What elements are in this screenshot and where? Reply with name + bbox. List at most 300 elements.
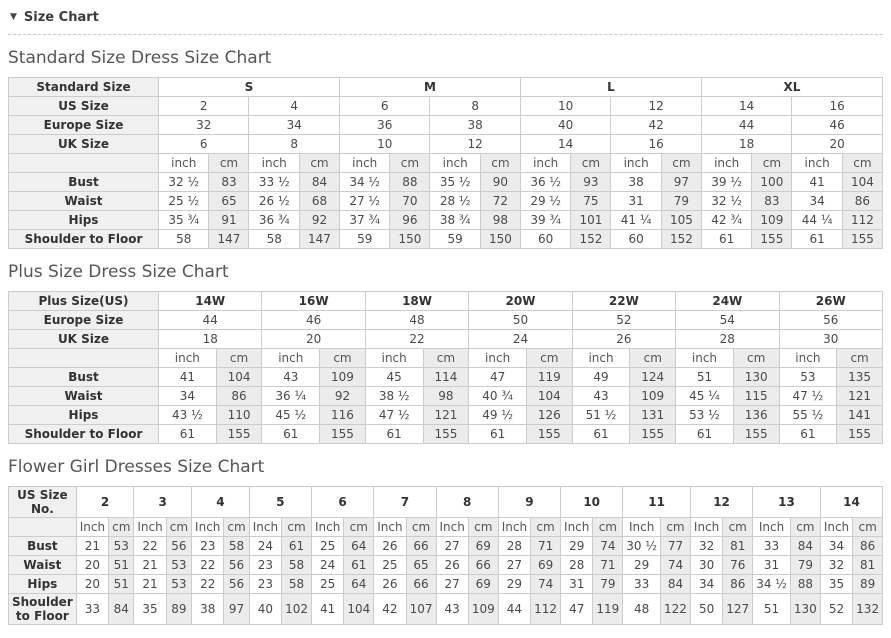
row-label: Hips [9, 406, 159, 425]
measure-inch-cell: 36 ½ [520, 173, 570, 192]
measure-inch-cell: 44 [498, 594, 530, 625]
size-value-cell: 22 [365, 330, 468, 349]
measure-cm-cell: 92 [320, 387, 366, 406]
measure-inch-cell: 24 [249, 537, 281, 556]
measure-inch-cell: 26 ½ [249, 192, 299, 211]
measure-inch-cell: 47 [469, 368, 527, 387]
measure-cm-cell: 53 [166, 575, 191, 594]
measure-inch-cell: 61 [469, 425, 527, 444]
measure-inch-cell: 35 [134, 594, 166, 625]
measure-cm-cell: 155 [837, 425, 883, 444]
size-value-cell: 2 [159, 97, 249, 116]
size-value-cell: 34 [249, 116, 339, 135]
measure-inch-cell: 21 [134, 556, 166, 575]
measure-inch-cell: 61 [676, 425, 734, 444]
size-conversion-row [9, 135, 883, 154]
measure-cm-cell: 83 [209, 173, 249, 192]
measure-cm-cell: 107 [406, 594, 436, 625]
measure-inch-cell: 33 [623, 575, 661, 594]
size-group-header: 13 [753, 487, 821, 518]
measure-inch-cell: 32 [820, 556, 852, 575]
measure-cm-cell: 135 [837, 368, 883, 387]
measure-cm-cell: 141 [837, 406, 883, 425]
measure-cm-cell: 79 [593, 575, 623, 594]
size-value-cell: 12 [611, 97, 701, 116]
measure-cm-cell: 84 [790, 537, 820, 556]
measure-cm-cell: 122 [661, 594, 691, 625]
unit-cm-cell: cm [390, 154, 430, 173]
unit-inch-cell: Inch [753, 518, 791, 537]
measurement-row [9, 556, 883, 575]
measure-inch-cell: 34 [792, 192, 842, 211]
measure-cm-cell: 81 [853, 556, 883, 575]
measure-inch-cell: 35 ¾ [159, 211, 209, 230]
measure-inch-cell: 20 [76, 556, 108, 575]
size-value-cell: 8 [249, 135, 339, 154]
row-label: UK Size [9, 135, 159, 154]
size-value-cell: 10 [520, 97, 610, 116]
measure-cm-cell: 89 [853, 575, 883, 594]
measure-inch-cell: 61 [701, 230, 751, 249]
measure-cm-cell: 53 [109, 537, 134, 556]
measure-cm-cell: 109 [320, 368, 366, 387]
measure-cm-cell: 53 [166, 556, 191, 575]
size-group-header: 6 [311, 487, 373, 518]
unit-cm-cell: cm [733, 349, 779, 368]
measure-cm-cell: 130 [733, 368, 779, 387]
size-conversion-row [9, 116, 883, 135]
plus-size-table [8, 291, 883, 444]
measure-cm-cell: 86 [216, 387, 262, 406]
unit-inch-cell: inch [262, 349, 320, 368]
measurement-row [9, 211, 883, 230]
size-group-header: 8 [436, 487, 498, 518]
measure-cm-cell: 131 [630, 406, 676, 425]
unit-cm-cell: cm [752, 154, 792, 173]
measure-inch-cell: 28 [498, 537, 530, 556]
measure-cm-cell: 58 [282, 556, 312, 575]
measure-inch-cell: 50 [690, 594, 722, 625]
measure-inch-cell: 34 [820, 537, 852, 556]
measure-inch-cell: 53 [779, 368, 837, 387]
flower-girl-table [8, 486, 883, 625]
measure-cm-cell: 152 [571, 230, 611, 249]
measure-inch-cell: 34 ½ [753, 575, 791, 594]
measure-inch-cell: 35 ½ [430, 173, 480, 192]
measure-cm-cell: 104 [344, 594, 374, 625]
measure-inch-cell: 27 [436, 575, 468, 594]
size-value-cell: 12 [430, 135, 520, 154]
measure-inch-cell: 31 [611, 192, 661, 211]
measure-inch-cell: 43 [262, 368, 320, 387]
unit-inch-cell: Inch [249, 518, 281, 537]
measure-cm-cell: 121 [423, 406, 469, 425]
measurement-row [9, 537, 883, 556]
measure-cm-cell: 109 [630, 387, 676, 406]
size-value-cell: 6 [339, 97, 429, 116]
measure-cm-cell: 150 [390, 230, 430, 249]
size-group-header: S [159, 78, 340, 97]
measure-inch-cell: 38 [192, 594, 224, 625]
size-group-header: 7 [374, 487, 436, 518]
size-value-cell: 44 [701, 116, 791, 135]
measure-inch-cell: 47 ½ [365, 406, 423, 425]
unit-inch-cell: inch [572, 349, 630, 368]
measure-cm-cell: 102 [282, 594, 312, 625]
size-value-cell: 48 [365, 311, 468, 330]
measure-inch-cell: 29 [561, 537, 593, 556]
measure-cm-cell: 88 [790, 575, 820, 594]
unit-inch-cell: Inch [374, 518, 406, 537]
size-group-header: 11 [623, 487, 691, 518]
measure-cm-cell: 74 [661, 556, 691, 575]
measure-cm-cell: 98 [423, 387, 469, 406]
measure-inch-cell: 61 [262, 425, 320, 444]
measure-cm-cell: 51 [109, 556, 134, 575]
measure-inch-cell: 29 [623, 556, 661, 575]
measure-cm-cell: 69 [468, 575, 498, 594]
measure-inch-cell: 34 [690, 575, 722, 594]
size-group-header: 20W [469, 292, 572, 311]
size-value-cell: 10 [339, 135, 429, 154]
measure-cm-cell: 58 [224, 537, 249, 556]
unit-cm-cell: cm [406, 518, 436, 537]
plus-size-chart-title: Plus Size Dress Size Chart [8, 262, 229, 282]
measure-inch-cell: 45 [365, 368, 423, 387]
measure-inch-cell: 38 ½ [365, 387, 423, 406]
row-label: Bust [9, 537, 77, 556]
collapse-arrow-icon: ▼ [10, 12, 17, 22]
unit-inch-cell: inch [339, 154, 389, 173]
size-value-cell: 56 [779, 311, 882, 330]
size-group-header: 26W [779, 292, 882, 311]
measure-cm-cell: 109 [468, 594, 498, 625]
measurement-row [9, 230, 883, 249]
size-group-header: 5 [249, 487, 311, 518]
unit-cm-cell: cm [209, 154, 249, 173]
measure-cm-cell: 58 [282, 575, 312, 594]
measure-inch-cell: 53 ½ [676, 406, 734, 425]
unit-row [9, 349, 883, 368]
row-label: Hips [9, 211, 159, 230]
measure-inch-cell: 45 ½ [262, 406, 320, 425]
unit-cm-cell: cm [723, 518, 753, 537]
measure-inch-cell: 52 [820, 594, 852, 625]
unit-inch-cell: Inch [820, 518, 852, 537]
unit-inch-cell: Inch [311, 518, 343, 537]
measure-inch-cell: 36 ¾ [249, 211, 299, 230]
measure-inch-cell: 27 [436, 537, 468, 556]
measure-inch-cell: 55 ½ [779, 406, 837, 425]
measure-cm-cell: 75 [571, 192, 611, 211]
measure-inch-cell: 26 [436, 556, 468, 575]
corner-label: US Size No. [9, 487, 77, 518]
measure-cm-cell: 155 [842, 230, 882, 249]
measure-cm-cell: 155 [320, 425, 366, 444]
measure-inch-cell: 40 [249, 594, 281, 625]
size-group-header: 12 [690, 487, 752, 518]
measure-cm-cell: 130 [790, 594, 820, 625]
measure-cm-cell: 81 [723, 537, 753, 556]
measure-inch-cell: 33 [753, 537, 791, 556]
measure-inch-cell: 27 ½ [339, 192, 389, 211]
measure-inch-cell: 22 [192, 556, 224, 575]
measure-cm-cell: 116 [320, 406, 366, 425]
size-value-cell: 52 [572, 311, 675, 330]
measure-inch-cell: 59 [339, 230, 389, 249]
measure-cm-cell: 84 [661, 575, 691, 594]
measure-cm-cell: 91 [209, 211, 249, 230]
unit-cm-cell: cm [593, 518, 623, 537]
measure-inch-cell: 61 [365, 425, 423, 444]
measure-inch-cell: 24 [311, 556, 343, 575]
section-title: Size Chart [23, 10, 99, 25]
measure-inch-cell: 41 [792, 173, 842, 192]
measure-inch-cell: 33 ½ [249, 173, 299, 192]
measure-inch-cell: 26 [374, 575, 406, 594]
size-value-cell: 18 [701, 135, 791, 154]
measure-cm-cell: 119 [593, 594, 623, 625]
measure-cm-cell: 70 [390, 192, 430, 211]
unit-row [9, 518, 883, 537]
measure-cm-cell: 98 [480, 211, 520, 230]
size-value-cell: 24 [469, 330, 572, 349]
measure-cm-cell: 96 [390, 211, 430, 230]
measure-cm-cell: 66 [406, 537, 436, 556]
size-value-cell: 8 [430, 97, 520, 116]
row-label: Waist [9, 556, 77, 575]
measure-cm-cell: 121 [837, 387, 883, 406]
unit-inch-cell: Inch [436, 518, 468, 537]
measure-inch-cell: 39 ½ [701, 173, 751, 192]
size-group-header: 14W [159, 292, 262, 311]
measure-cm-cell: 74 [593, 537, 623, 556]
measure-inch-cell: 61 [779, 425, 837, 444]
measure-inch-cell: 45 ¼ [676, 387, 734, 406]
measure-cm-cell: 76 [723, 556, 753, 575]
measure-cm-cell: 97 [224, 594, 249, 625]
measure-inch-cell: 25 ½ [159, 192, 209, 211]
measure-inch-cell: 38 ¾ [430, 211, 480, 230]
unit-cm-cell: cm [344, 518, 374, 537]
measure-cm-cell: 83 [752, 192, 792, 211]
unit-row [9, 154, 883, 173]
size-value-cell: 26 [572, 330, 675, 349]
measure-inch-cell: 48 [623, 594, 661, 625]
unit-inch-cell: inch [159, 154, 209, 173]
measure-cm-cell: 147 [209, 230, 249, 249]
measurement-row [9, 425, 883, 444]
unit-inch-cell: inch [792, 154, 842, 173]
measure-cm-cell: 64 [344, 575, 374, 594]
row-label-empty [9, 518, 77, 537]
row-label: Bust [9, 368, 159, 387]
size-value-cell: 4 [249, 97, 339, 116]
size-value-cell: 14 [520, 135, 610, 154]
unit-cm-cell: cm [468, 518, 498, 537]
unit-inch-cell: inch [611, 154, 661, 173]
measure-inch-cell: 25 [374, 556, 406, 575]
size-value-cell: 18 [159, 330, 262, 349]
unit-inch-cell: inch [249, 154, 299, 173]
measure-inch-cell: 61 [792, 230, 842, 249]
measure-cm-cell: 104 [842, 173, 882, 192]
unit-inch-cell: inch [520, 154, 570, 173]
measure-inch-cell: 22 [192, 575, 224, 594]
size-value-cell: 46 [792, 116, 883, 135]
row-label: Waist [9, 192, 159, 211]
measure-cm-cell: 132 [853, 594, 883, 625]
measure-inch-cell: 61 [572, 425, 630, 444]
measure-cm-cell: 51 [109, 575, 134, 594]
unit-cm-cell: cm [320, 349, 366, 368]
size-value-cell: 42 [611, 116, 701, 135]
measure-cm-cell: 61 [344, 556, 374, 575]
unit-inch-cell: inch [159, 349, 217, 368]
standard-size-chart-title: Standard Size Dress Size Chart [8, 48, 272, 68]
measure-inch-cell: 47 ½ [779, 387, 837, 406]
size-group-row [9, 78, 883, 97]
unit-inch-cell: Inch [192, 518, 224, 537]
size-group-header: 3 [134, 487, 192, 518]
size-group-header: 24W [676, 292, 779, 311]
size-group-header: 4 [192, 487, 250, 518]
size-value-cell: 46 [262, 311, 365, 330]
measure-inch-cell: 23 [249, 556, 281, 575]
measure-cm-cell: 86 [842, 192, 882, 211]
size-value-cell: 6 [159, 135, 249, 154]
measurement-row [9, 594, 883, 625]
measure-inch-cell: 27 [498, 556, 530, 575]
measure-cm-cell: 61 [282, 537, 312, 556]
size-value-cell: 54 [676, 311, 779, 330]
unit-inch-cell: inch [430, 154, 480, 173]
size-conversion-row [9, 97, 883, 116]
measure-inch-cell: 41 ¼ [611, 211, 661, 230]
measure-inch-cell: 41 [311, 594, 343, 625]
measure-inch-cell: 44 ¼ [792, 211, 842, 230]
row-label: UK Size [9, 330, 159, 349]
measure-inch-cell: 34 ½ [339, 173, 389, 192]
measure-inch-cell: 30 ½ [623, 537, 661, 556]
measure-inch-cell: 23 [249, 575, 281, 594]
size-value-cell: 32 [159, 116, 249, 135]
measure-inch-cell: 29 ½ [520, 192, 570, 211]
measure-inch-cell: 29 [498, 575, 530, 594]
measure-cm-cell: 155 [526, 425, 572, 444]
measure-cm-cell: 150 [480, 230, 520, 249]
measure-inch-cell: 23 [192, 537, 224, 556]
measure-cm-cell: 88 [390, 173, 430, 192]
measure-cm-cell: 104 [216, 368, 262, 387]
size-value-cell: 28 [676, 330, 779, 349]
measure-cm-cell: 124 [630, 368, 676, 387]
unit-cm-cell: cm [630, 349, 676, 368]
flower-girl-chart-title: Flower Girl Dresses Size Chart [8, 457, 265, 477]
unit-inch-cell: Inch [561, 518, 593, 537]
measure-inch-cell: 38 [611, 173, 661, 192]
unit-cm-cell: cm [166, 518, 191, 537]
measure-cm-cell: 127 [723, 594, 753, 625]
measure-inch-cell: 28 [561, 556, 593, 575]
size-value-cell: 14 [701, 97, 791, 116]
row-label: Bust [9, 173, 159, 192]
standard-size-table [8, 77, 883, 249]
size-value-cell: 50 [469, 311, 572, 330]
unit-inch-cell: Inch [690, 518, 722, 537]
row-label: Europe Size [9, 116, 159, 135]
measure-cm-cell: 56 [166, 537, 191, 556]
measure-cm-cell: 112 [842, 211, 882, 230]
size-value-cell: 16 [611, 135, 701, 154]
unit-cm-cell: cm [480, 154, 520, 173]
measure-cm-cell: 65 [209, 192, 249, 211]
measure-cm-cell: 92 [299, 211, 339, 230]
row-label-empty [9, 154, 159, 173]
unit-inch-cell: Inch [134, 518, 166, 537]
measure-inch-cell: 25 [311, 575, 343, 594]
measure-cm-cell: 109 [752, 211, 792, 230]
unit-cm-cell: cm [531, 518, 561, 537]
measure-cm-cell: 71 [593, 556, 623, 575]
corner-label: Plus Size(US) [9, 292, 159, 311]
measure-cm-cell: 66 [468, 556, 498, 575]
measure-inch-cell: 43 [436, 594, 468, 625]
measure-cm-cell: 101 [571, 211, 611, 230]
measure-inch-cell: 34 [159, 387, 217, 406]
size-chart-section-toggle[interactable] [8, 8, 883, 35]
measure-cm-cell: 66 [406, 575, 436, 594]
measure-cm-cell: 84 [109, 594, 134, 625]
size-group-header: 16W [262, 292, 365, 311]
measure-cm-cell: 72 [480, 192, 520, 211]
row-label: Shoulder to Floor [9, 230, 159, 249]
measurement-row [9, 173, 883, 192]
unit-cm-cell: cm [423, 349, 469, 368]
unit-cm-cell: cm [571, 154, 611, 173]
unit-cm-cell: cm [853, 518, 883, 537]
measure-cm-cell: 100 [752, 173, 792, 192]
size-conversion-row [9, 311, 883, 330]
row-label: Shoulder to Floor [9, 425, 159, 444]
measure-inch-cell: 26 [374, 537, 406, 556]
measure-inch-cell: 58 [159, 230, 209, 249]
unit-cm-cell: cm [299, 154, 339, 173]
size-group-row [9, 292, 883, 311]
measure-cm-cell: 84 [299, 173, 339, 192]
size-value-cell: 30 [779, 330, 882, 349]
measure-cm-cell: 64 [344, 537, 374, 556]
unit-cm-cell: cm [109, 518, 134, 537]
measure-cm-cell: 69 [468, 537, 498, 556]
measure-inch-cell: 51 [753, 594, 791, 625]
size-value-cell: 20 [792, 135, 883, 154]
measure-cm-cell: 105 [661, 211, 701, 230]
measure-cm-cell: 56 [224, 575, 249, 594]
measurement-row [9, 368, 883, 387]
measurement-row [9, 387, 883, 406]
measure-cm-cell: 79 [661, 192, 701, 211]
row-label-empty [9, 349, 159, 368]
measure-cm-cell: 77 [661, 537, 691, 556]
size-value-cell: 40 [520, 116, 610, 135]
measurement-row [9, 192, 883, 211]
measure-inch-cell: 31 [753, 556, 791, 575]
size-value-cell: 38 [430, 116, 520, 135]
measure-inch-cell: 51 ½ [572, 406, 630, 425]
size-conversion-row [9, 330, 883, 349]
measure-inch-cell: 51 [676, 368, 734, 387]
